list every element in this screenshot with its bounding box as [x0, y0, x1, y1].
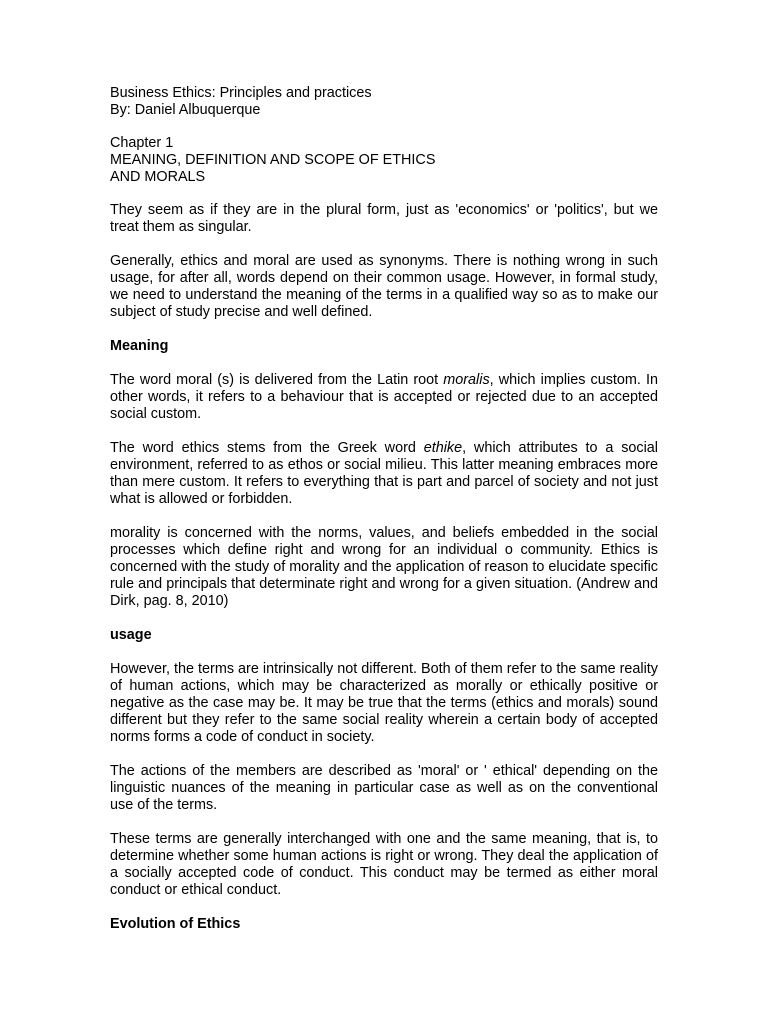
chapter-title-line-1: MEANING, DEFINITION AND SCOPE OF ETHICS [110, 152, 436, 168]
meaning-p1-text-after: , which implies custom. In other words, it refers to a behaviour that is accepted or rejected due to an accepted social custom. [110, 372, 658, 422]
meaning-paragraph-2 [110, 440, 658, 508]
document-page [110, 85, 658, 950]
meaning-p2-text-before: The word ethics stems from the Greek word [110, 440, 424, 456]
intro-paragraph-2: Generally, ethics and moral are used as synonyms. There is nothing wrong in such usage, for after all, words depend on their common usage. However, in formal study, we need to understand the meaning of the terms in a qualified way so as to make our subject of study precise and well defined. [110, 253, 658, 320]
intro-paragraph-1: They seem as if they are in the plural form, just as 'economics' or 'politics', but we treat them as singular. [110, 202, 658, 235]
chapter-number: Chapter 1 [110, 135, 174, 151]
section-heading-usage: usage [110, 627, 152, 643]
meaning-paragraph-1 [110, 372, 658, 423]
meaning-p2-greek-term: ethike [423, 440, 463, 456]
meaning-p1-latin-term: moralis [443, 372, 490, 388]
document-author: By: Daniel Albuquerque [110, 102, 261, 118]
meaning-p1-text-before: The word moral (s) is delivered from the Latin root [110, 372, 444, 388]
document-title: Business Ethics: Principles and practices [110, 85, 372, 101]
chapter-heading [110, 135, 658, 186]
meaning-paragraph-3: morality is concerned with the norms, values, and beliefs embedded in the social processes which define right and wrong for an individual o community. Ethics is concerned with the study of morality and the application of reason to elucidate specific rule and principals that determinate right and wrong for a given situation. (Andrew and Dirk, pag. 8, 2010) [110, 525, 658, 609]
usage-paragraph-3: These terms are generally interchanged with one and the same meaning, that is, to determine whether some human actions is right or wrong. They deal the application of a socially accepted code of conduct. This conduct may be termed as either moral conduct or ethical conduct. [110, 831, 658, 898]
meaning-p2-text-after: , which attributes to a social environment, referred to as ethos or social milieu. This latter meaning embraces more than mere custom. It refers to everything that is part and parcel of society and not just what is allowed or forbidden. [110, 440, 658, 507]
document-header [110, 85, 658, 119]
section-heading-meaning: Meaning [110, 338, 169, 354]
section-heading-evolution: Evolution of Ethics [110, 916, 241, 932]
usage-paragraph-2: The actions of the members are described as 'moral' or ' ethical' depending on the linguistic nuances of the meaning in particular case as well as on the conventional use of the terms. [110, 763, 658, 813]
usage-paragraph-1: However, the terms are intrinsically not different. Both of them refer to the same reality of human actions, which may be characterized as morally or ethically positive or negative as the case may be. It may be true that the terms (ethics and morals) sound different but they refer to the same social reality wherein a certain body of accepted norms forms a code of conduct in society. [110, 661, 658, 745]
chapter-title-line-2: AND MORALS [110, 169, 206, 185]
